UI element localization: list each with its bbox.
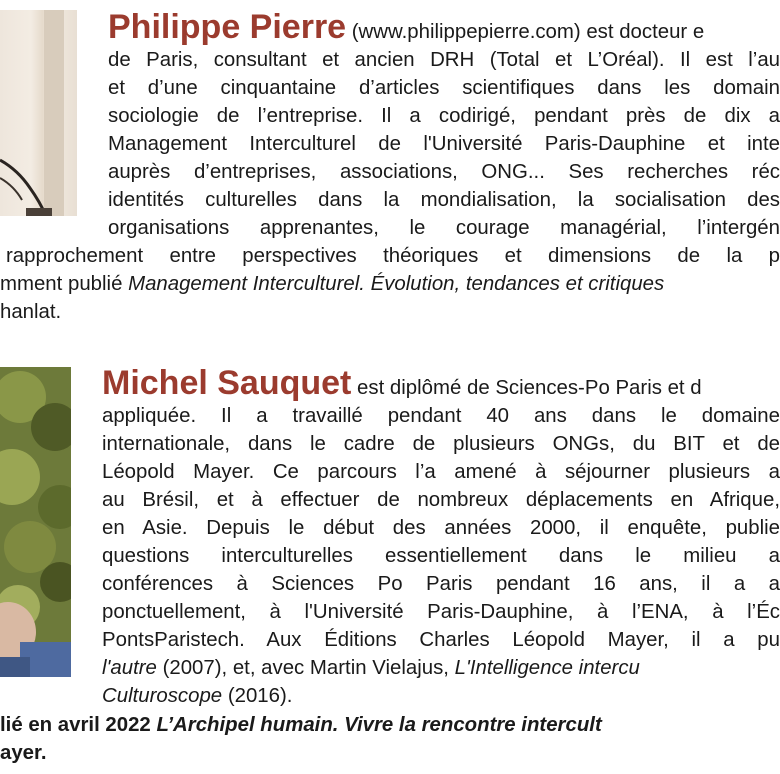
bio1-line-3: et d’une cinquantaine d’articles scientifiques dans les domain	[108, 77, 780, 99]
bio1-line-4: sociologie de l’entreprise. Il a codirigé, pendant près de dix a	[108, 105, 780, 127]
bio1-line-5: Management Interculturel de l'Université Paris-Dauphine et inte	[108, 133, 780, 155]
foliage-portrait	[0, 367, 71, 677]
microphone-figure	[0, 10, 77, 216]
bio2-line-12: Culturoscope (2016).	[102, 685, 293, 707]
bio2-line-7: questions interculturelles essentiellement dans le milieu a	[102, 545, 780, 567]
bio2-line-13: lié en avril 2022 L’Archipel humain. Vivre la rencontre intercult	[0, 714, 602, 736]
bio1-line-2: de Paris, consultant et ancien DRH (Total et L’Oréal). Il est l’au	[108, 49, 780, 71]
bio1-line-1: Philippe Pierre (www.philippepierre.com) est docteur e	[108, 8, 705, 46]
bio1-line-6: auprès d’entreprises, associations, ONG... Ses recherches réc	[108, 161, 780, 183]
bio1-line-7: identités culturelles dans la mondialisation, la socialisation des	[108, 189, 780, 211]
bio1-line-11: hanlat.	[0, 301, 62, 323]
author-name-philippe-pierre: Philippe Pierre	[108, 8, 347, 46]
book-title-culturoscope: Culturoscope	[102, 685, 223, 707]
bio2-line-3: internationale, dans le cadre de plusieurs ONGs, du BIT et de	[102, 433, 780, 455]
bio2-line-4: Léopold Mayer. Ce parcours l’a amené à séjourner plusieurs a	[102, 461, 780, 483]
bio1-line-8: organisations apprenantes, le courage managérial, l’intergén	[108, 217, 780, 239]
book-title-intelligence-interculturelle: L'Intelligence intercu	[454, 657, 640, 679]
author-photo-philippe-pierre	[0, 10, 77, 216]
bio2-line-11: l'autre (2007), et, avec Martin Vielajus, L'Intelligence intercu	[102, 657, 640, 679]
bio2-line-6: en Asie. Depuis le début des années 2000, il enquête, publie	[102, 517, 780, 539]
bio2-line-14: ayer.	[0, 742, 47, 764]
book-title-management-interculturel: Management Interculturel. Évolution, tendances et critiques	[128, 273, 665, 295]
bio2-line-1: Michel Sauquet est diplômé de Sciences-Po Paris et d	[102, 364, 702, 402]
author-name-michel-sauquet: Michel Sauquet	[102, 364, 352, 402]
book-title-archipel-humain: L’Archipel humain. Vivre la rencontre intercult	[156, 714, 602, 736]
bio2-line-2: appliquée. Il a travaillé pendant 40 ans dans le domaine	[102, 405, 780, 427]
bio2-line-5: au Brésil, et à effectuer de nombreux déplacements en Afrique,	[102, 489, 780, 511]
book-title-l-autre: l'autre	[102, 657, 157, 679]
bio2-line-8: conférences à Sciences Po Paris pendant 16 ans, il a a	[102, 573, 780, 595]
author-photo-michel-sauquet	[0, 367, 71, 677]
bio1-line-9: rapprochement entre perspectives théoriques et dimensions de la p	[6, 245, 780, 267]
bio2-line-10: PontsParistech. Aux Éditions Charles Léopold Mayer, il a pu	[102, 629, 780, 651]
bio2-line-9: ponctuellement, à l'Université Paris-Dauphine, à l’ENA, à l’Éc	[102, 601, 780, 623]
bio1-line-10: mment publié Management Interculturel. Évolution, tendances et critiques	[0, 273, 665, 295]
